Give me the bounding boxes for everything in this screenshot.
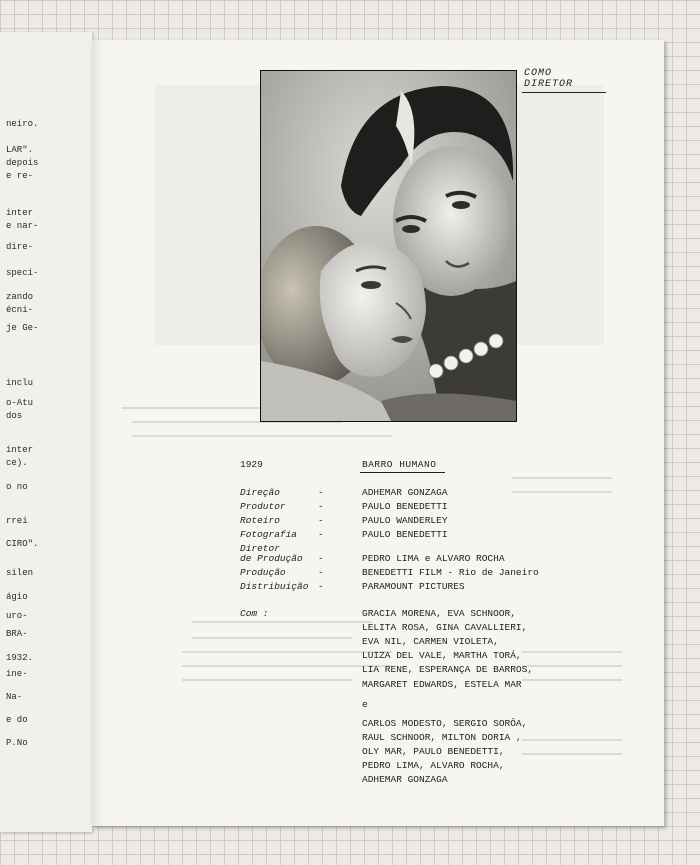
credit-dash: - — [318, 501, 324, 512]
left-text-fragment: silen — [6, 568, 34, 578]
left-text-fragment: CIRO". — [6, 539, 39, 549]
left-text-fragment: rrei — [6, 516, 28, 526]
left-text-fragment: e do — [6, 715, 28, 725]
left-text-fragment: uro- — [6, 611, 28, 621]
credit-dash: - — [318, 529, 324, 540]
credit-value: ADHEMAR GONZAGA — [362, 487, 448, 498]
left-text-fragment: LAR". — [6, 145, 34, 155]
right-page — [92, 40, 664, 826]
left-text-fragment: écni- — [6, 305, 34, 315]
left-text-fragment: dos — [6, 411, 23, 421]
cast-line: RAUL SCHNOOR, MILTON DORIA , — [362, 732, 522, 743]
cast-line: LIA RENE, ESPERANÇA DE BARROS, — [362, 664, 534, 675]
credit-role: Roteiro — [240, 515, 280, 526]
credit-dash: - — [318, 567, 324, 578]
cast-line: EVA NIL, CARMEN VIOLETA, — [362, 636, 499, 647]
cast-line: CARLOS MODESTO, SERGIO SORÔA, — [362, 718, 528, 729]
title-underline — [360, 472, 445, 473]
credit-dash: - — [318, 581, 324, 592]
left-text-fragment: inter — [6, 445, 34, 455]
cast-line: OLY MAR, PAULO BENEDETTI, — [362, 746, 505, 757]
cast-label: Com : — [240, 608, 269, 619]
credit-value: PEDRO LIMA e ALVARO ROCHA — [362, 553, 505, 564]
cast-conjunction: e — [362, 699, 368, 710]
cast-line: LELITA ROSA, GINA CAVALLIERI, — [362, 622, 528, 633]
cast-line: GRACIA MORENA, EVA SCHNOOR, — [362, 608, 516, 619]
cast-line: PEDRO LIMA, ALVARO ROCHA, — [362, 760, 505, 771]
credit-value: BENEDETTI FILM - Rio de Janeiro — [362, 567, 539, 578]
credit-value: PAULO BENEDETTI — [362, 529, 448, 540]
film-year: 1929 — [240, 459, 263, 470]
credit-value: PARAMOUNT PICTURES — [362, 581, 465, 592]
credit-dash: - — [318, 515, 324, 526]
credit-value: PAULO BENEDETTI — [362, 501, 448, 512]
left-text-fragment: zando — [6, 292, 34, 302]
left-text-fragment: dire- — [6, 242, 34, 252]
left-text-fragment: BRA- — [6, 629, 28, 639]
left-text-fragment: e nar- — [6, 221, 39, 231]
left-text-fragment: o no — [6, 482, 28, 492]
left-text-fragment: neiro. — [6, 119, 39, 129]
credit-value: PAULO WANDERLEY — [362, 515, 448, 526]
left-text-fragment: Na- — [6, 692, 23, 702]
left-text-fragment: speci- — [6, 268, 39, 278]
film-still-photo — [260, 70, 517, 422]
left-text-fragment: ce). — [6, 458, 28, 468]
left-text-fragment: 1932. — [6, 653, 34, 663]
film-title: BARRO HUMANO — [362, 459, 437, 470]
cast-line: ADHEMAR GONZAGA — [362, 774, 448, 785]
credit-role: Distribuição — [240, 581, 309, 592]
credit-role: Diretor — [240, 543, 280, 554]
credit-role: Direção — [240, 487, 280, 498]
left-text-fragment: inter — [6, 208, 34, 218]
left-text-fragment: o-Atu — [6, 398, 34, 408]
left-text-fragment: depois — [6, 158, 39, 168]
left-text-fragment: P.No — [6, 738, 28, 748]
left-text-fragment: ágio — [6, 592, 28, 602]
credit-dash: - — [318, 553, 324, 564]
credit-role: Produção — [240, 567, 286, 578]
credit-role-continued: de Produção — [240, 553, 303, 564]
left-text-fragment: e re- — [6, 171, 34, 181]
left-page — [0, 32, 92, 832]
credit-role: Produtor — [240, 501, 286, 512]
credit-dash: - — [318, 487, 324, 498]
cast-line: LUIZA DEL VALE, MARTHA TORÁ, — [362, 650, 522, 661]
credit-role: Fotografia — [240, 529, 298, 540]
cast-line: MARGARET EDWARDS, ESTELA MAR — [362, 679, 522, 690]
left-text-fragment: inclu — [6, 378, 34, 388]
section-tag: COMO DIRETOR — [522, 68, 606, 93]
left-text-fragment: ine- — [6, 669, 28, 679]
left-text-fragment: je Ge- — [6, 323, 39, 333]
